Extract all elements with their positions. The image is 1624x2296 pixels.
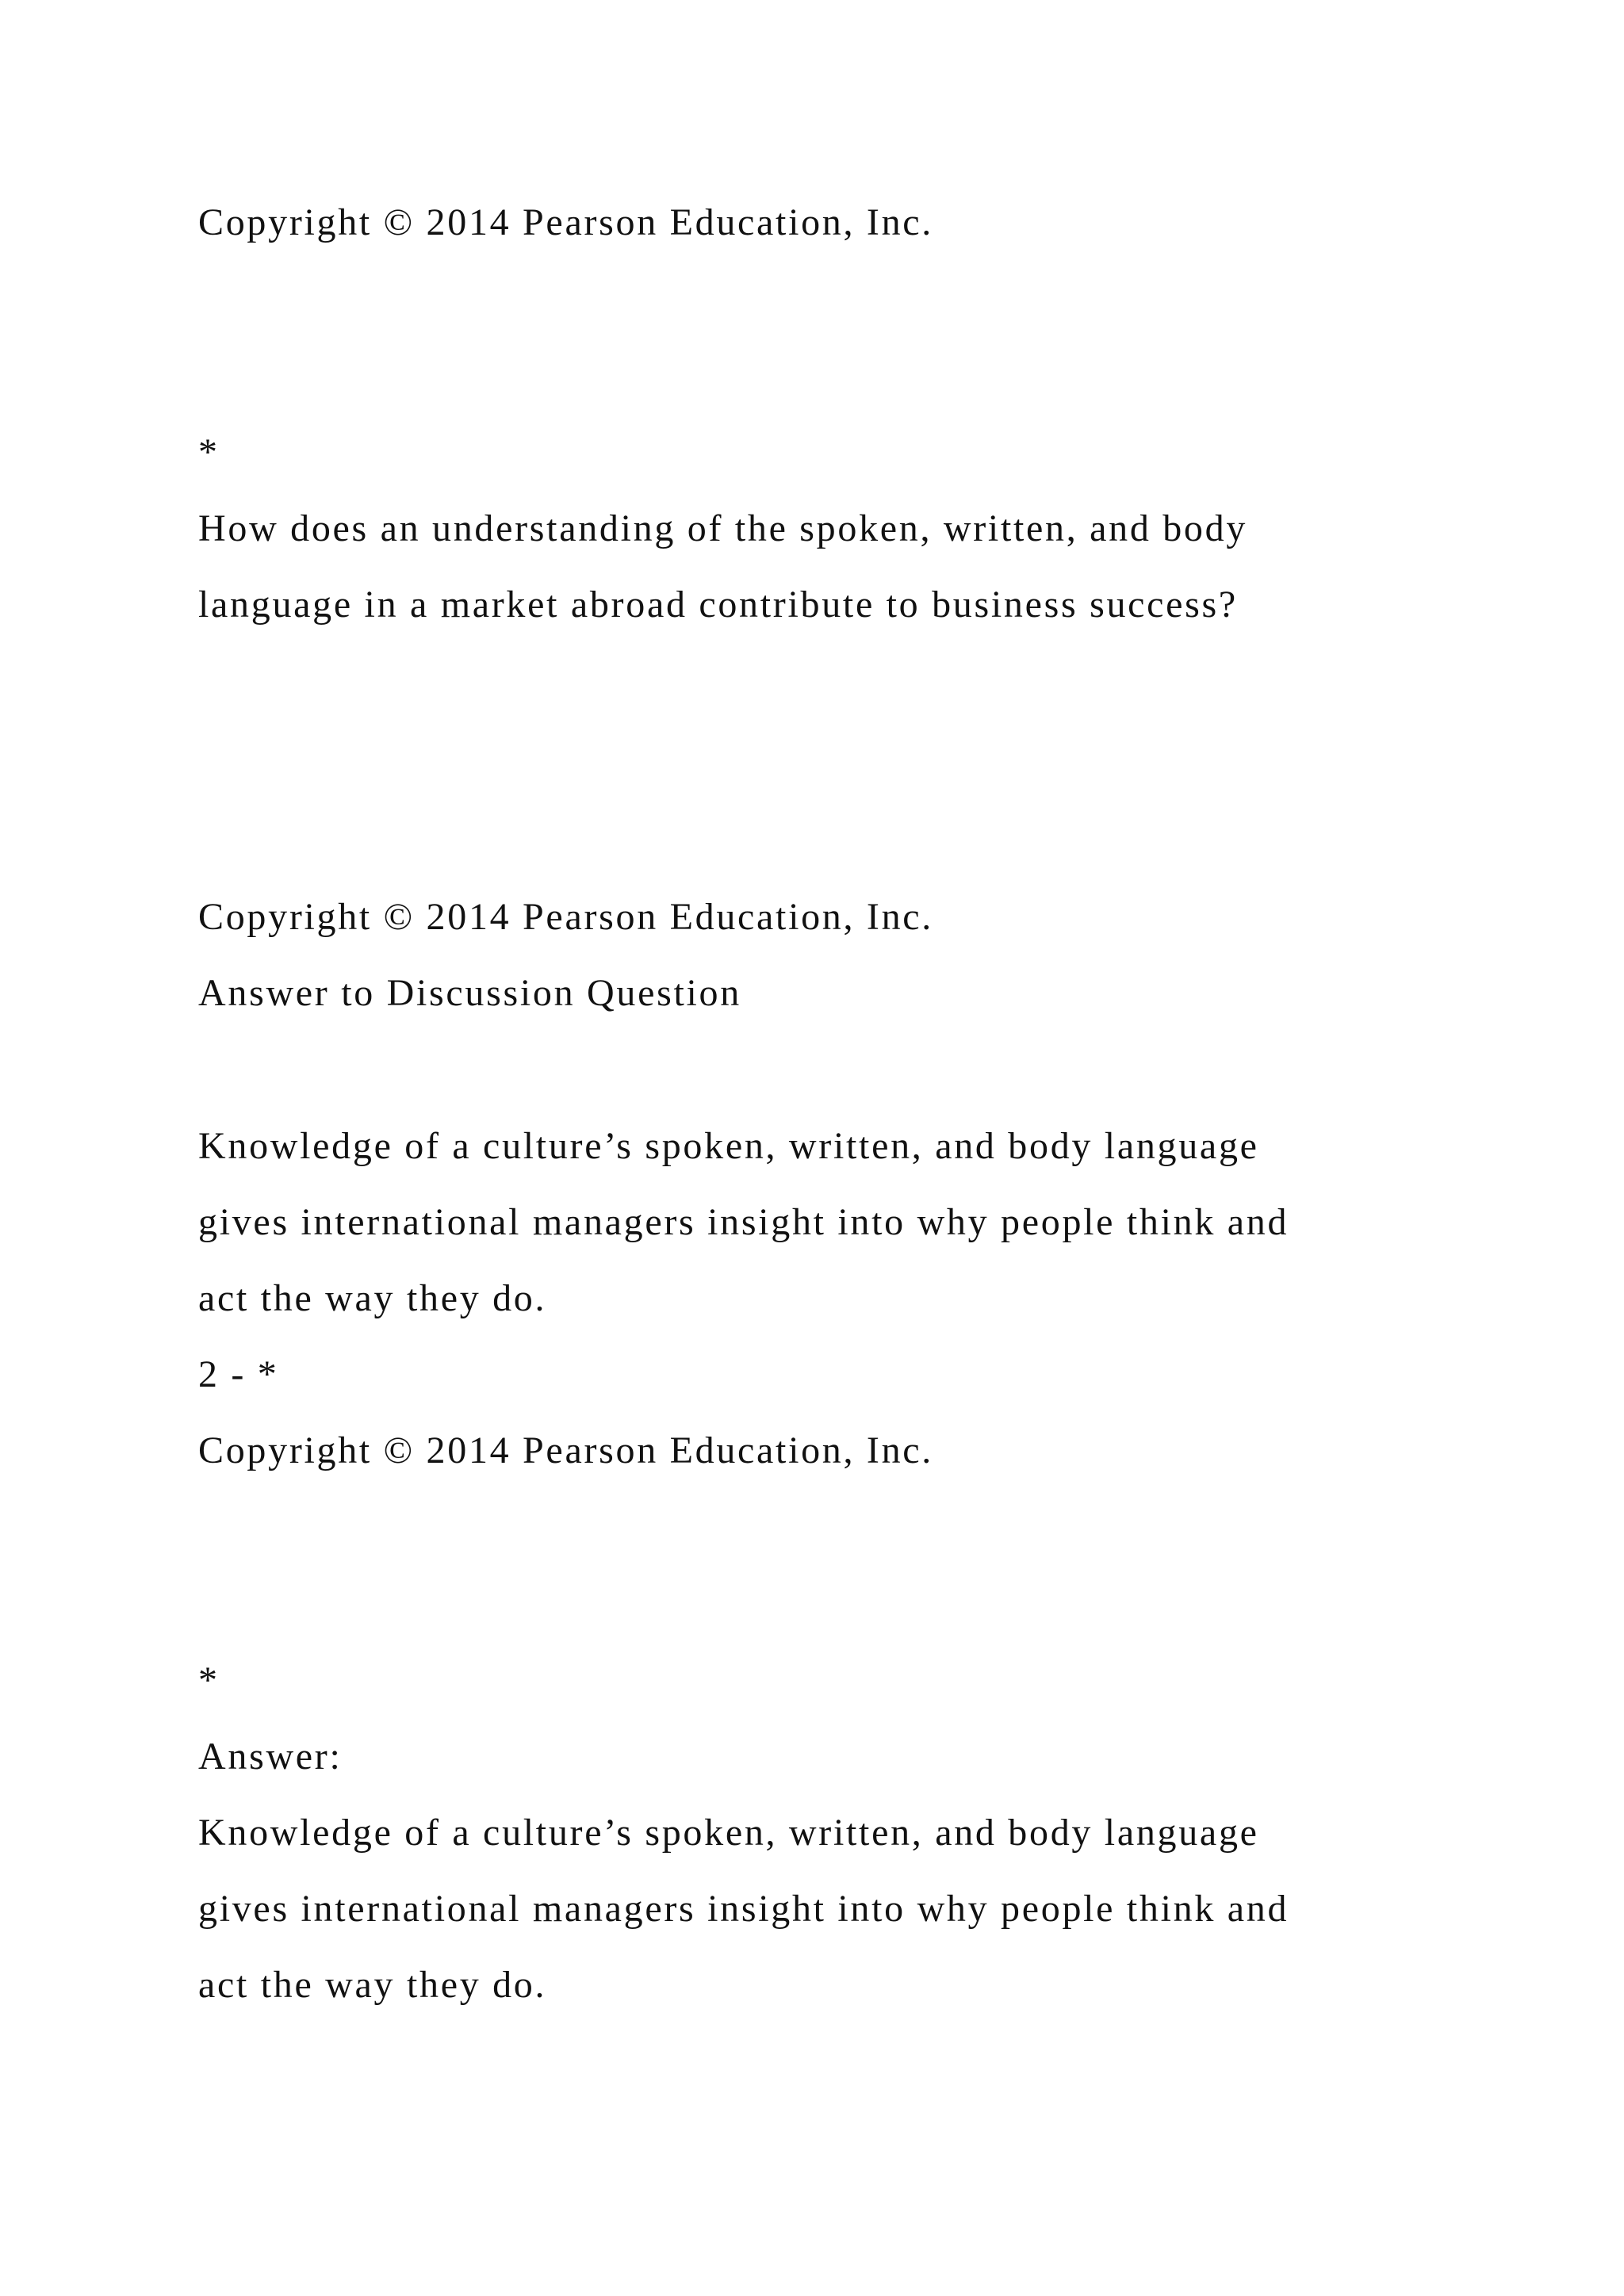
answer-text-line-2: gives international managers insight into why people think and (198, 1201, 1289, 1243)
slide-asterisk: * (198, 431, 220, 473)
answer-text-line-3: act the way they do. (198, 1277, 547, 1319)
answer-label: Answer: (198, 1735, 343, 1777)
discussion-question-line-1: How does an understanding of the spoken, written, and body (198, 507, 1248, 549)
answer-text-line-3: act the way they do. (198, 1964, 547, 2006)
answer-heading: Answer to Discussion Question (198, 972, 741, 1014)
copyright-notice: Copyright © 2014 Pearson Education, Inc. (198, 201, 933, 243)
copyright-notice: Copyright © 2014 Pearson Education, Inc. (198, 896, 933, 938)
answer-text-line-1: Knowledge of a culture’s spoken, written, and body language (198, 1125, 1259, 1167)
answer-text-line-2: gives international managers insight into why people think and (198, 1888, 1289, 1930)
discussion-question-line-2: language in a market abroad contribute to business success? (198, 584, 1238, 626)
answer-text-line-1: Knowledge of a culture’s spoken, written, and body language (198, 1812, 1259, 1854)
slide-number: 2 - * (198, 1353, 279, 1395)
copyright-notice: Copyright © 2014 Pearson Education, Inc. (198, 1429, 933, 1471)
slide-asterisk: * (198, 1659, 220, 1701)
